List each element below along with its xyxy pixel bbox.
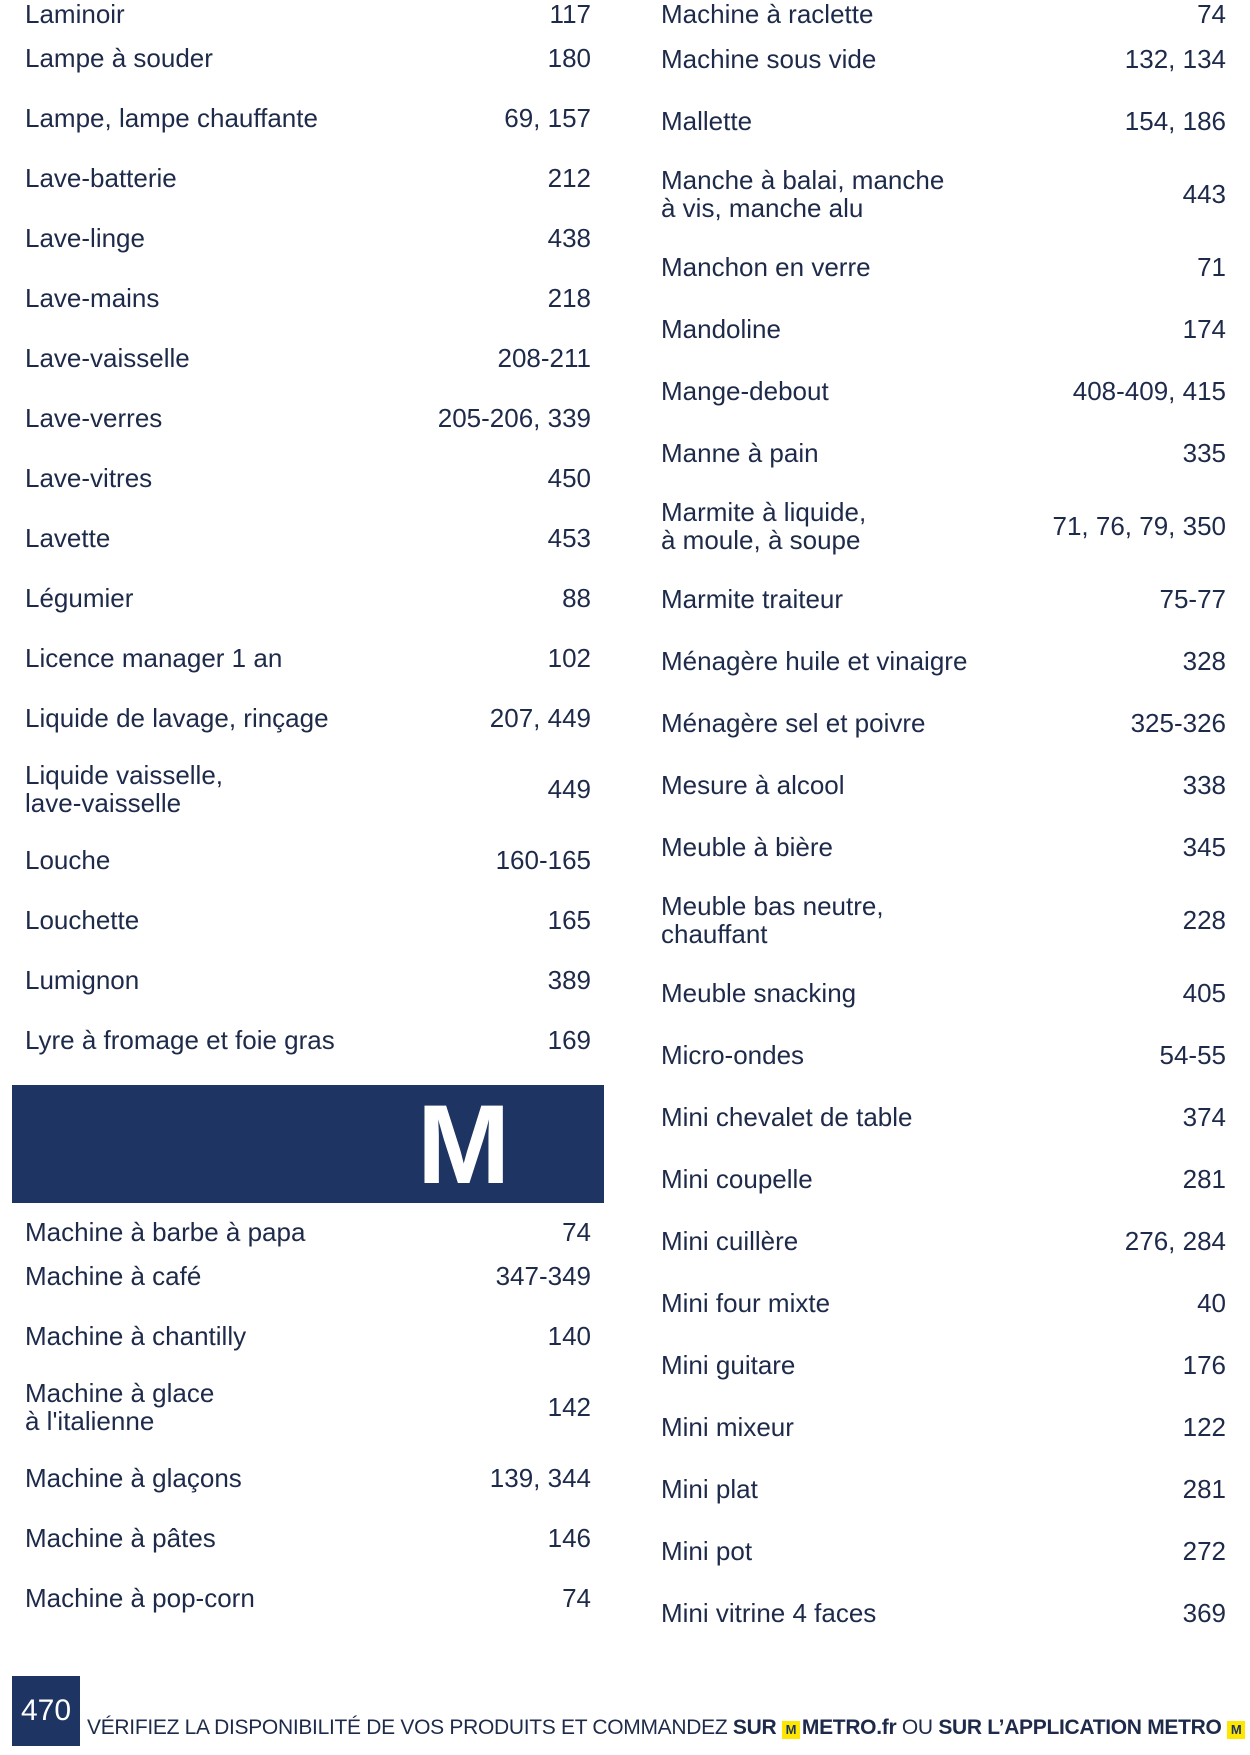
index-entry (648, 1396, 1228, 1458)
entry-name: Manche à balai, manche à vis, manche alu (661, 165, 945, 223)
entry-name: Lumignon (25, 965, 140, 995)
entry-name: Machine à barbe à papa (25, 1217, 306, 1247)
entry-page: 146 (547, 1523, 591, 1553)
entry-page: 132, 134 (1124, 44, 1226, 74)
entry-name: Mini vitrine 4 faces (661, 1598, 877, 1628)
index-entry (12, 568, 604, 628)
metro-app-logo-icon: M (1227, 1721, 1245, 1739)
entry-name: Lyre à fromage et foie gras (25, 1025, 335, 1055)
entry-name: Licence manager 1 an (25, 643, 283, 673)
entry-page: 208-211 (497, 343, 591, 373)
index-entry (12, 268, 604, 328)
index-entry (648, 360, 1228, 422)
entry-page: 272 (1182, 1536, 1226, 1566)
entry-page: 169 (547, 1025, 591, 1055)
entry-name: Laminoir (25, 0, 125, 29)
entry-page: 389 (547, 965, 591, 995)
entry-page: 405 (1182, 978, 1226, 1008)
entry-page: 140 (547, 1321, 591, 1351)
entry-page: 325-326 (1130, 708, 1226, 738)
entry-name: Mini plat (661, 1474, 758, 1504)
entry-name: Mini chevalet de table (661, 1102, 913, 1132)
index-entry (12, 1246, 604, 1306)
entry-page: 281 (1182, 1164, 1226, 1194)
index-entry (12, 830, 604, 890)
entry-page: 450 (547, 463, 591, 493)
index-entry (12, 748, 604, 830)
metro-logo-icon: M (782, 1721, 800, 1739)
index-entry (648, 1458, 1228, 1520)
entry-page: 139, 344 (489, 1463, 591, 1493)
entry-page: 338 (1182, 770, 1226, 800)
entry-page: 154, 186 (1124, 106, 1226, 136)
index-entry (12, 1366, 604, 1448)
entry-name: Lave-vitres (25, 463, 153, 493)
index-entry (12, 890, 604, 950)
entry-name: Machine à chantilly (25, 1321, 247, 1351)
entry-name: Lampe à souder (25, 43, 213, 73)
entry-page: 54-55 (1159, 1040, 1226, 1070)
index-entry (648, 1272, 1228, 1334)
index-entry (648, 1024, 1228, 1086)
entry-name: Mini coupelle (661, 1164, 813, 1194)
entry-page: 438 (547, 223, 591, 253)
entry-name: Meuble à bière (661, 832, 833, 862)
index-entry (648, 692, 1228, 754)
entry-page: 165 (547, 905, 591, 935)
entry-name: Machine à pop-corn (25, 1583, 255, 1613)
index-entry (12, 950, 604, 1010)
entry-name: Machine à raclette (661, 0, 874, 29)
index-entry (12, 328, 604, 388)
index-entry (648, 1520, 1228, 1582)
index-entry (12, 688, 604, 748)
entry-page: 71 (1197, 252, 1226, 282)
index-entry (648, 1086, 1228, 1148)
index-entry (12, 628, 604, 688)
entry-page: 207, 449 (489, 703, 591, 733)
entry-name: Machine à glace à l'italienne (25, 1378, 215, 1436)
entry-name: Liquide vaisselle, lave-vaisselle (25, 760, 224, 818)
index-entry (648, 962, 1228, 1024)
index-entry (648, 754, 1228, 816)
footer-ou: OU (896, 1716, 939, 1739)
entry-page: 212 (547, 163, 591, 193)
entry-name: Marmite à liquide, à moule, à soupe (661, 497, 867, 555)
entry-page: 281 (1182, 1474, 1226, 1504)
entry-name: Meuble snacking (661, 978, 857, 1008)
index-entry (648, 422, 1228, 484)
entry-name: Lavette (25, 523, 111, 553)
index-entry (648, 0, 1228, 28)
index-entry (12, 448, 604, 508)
entry-page: 218 (547, 283, 591, 313)
entry-name: Lave-vaisselle (25, 343, 190, 373)
entry-page: 180 (547, 43, 591, 73)
index-entry (12, 148, 604, 208)
entry-name: Machine sous vide (661, 44, 877, 74)
left-column (12, 0, 604, 1628)
index-entry (12, 0, 604, 28)
index-entry (648, 152, 1228, 236)
entry-page: 408-409, 415 (1072, 376, 1226, 406)
entry-name: Mini four mixte (661, 1288, 831, 1318)
entry-page: 74 (562, 1583, 591, 1613)
entry-name: Ménagère huile et vinaigre (661, 646, 968, 676)
entry-page: 88 (562, 583, 591, 613)
entry-page: 443 (1182, 179, 1226, 209)
entry-name: Marmite traiteur (661, 584, 844, 614)
index-entry (12, 1306, 604, 1366)
entry-page: 453 (547, 523, 591, 553)
index-entry (12, 208, 604, 268)
entry-page: 335 (1182, 438, 1226, 468)
entry-name: Mini guitare (661, 1350, 796, 1380)
section-header-m (12, 1082, 604, 1207)
entry-name: Mini cuillère (661, 1226, 799, 1256)
index-entry (648, 1582, 1228, 1644)
index-entry (12, 88, 604, 148)
index-entry (12, 1010, 604, 1070)
entry-page: 74 (1197, 0, 1226, 29)
index-entry (12, 388, 604, 448)
footer-sur: SUR (732, 1716, 782, 1739)
entry-name: Mange-debout (661, 376, 829, 406)
entry-name: Manchon en verre (661, 252, 871, 282)
index-entry (648, 28, 1228, 90)
entry-name: Mandoline (661, 314, 781, 344)
entry-name: Mesure à alcool (661, 770, 845, 800)
entry-name: Lave-linge (25, 223, 145, 253)
index-entry (648, 878, 1228, 962)
entry-page: 75-77 (1159, 584, 1226, 614)
entry-page: 174 (1182, 314, 1226, 344)
entry-name: Ménagère sel et poivre (661, 708, 926, 738)
page-footer (12, 1676, 1242, 1746)
entry-page: 71, 76, 79, 350 (1052, 511, 1226, 541)
index-entry (12, 1448, 604, 1508)
index-entry (648, 1334, 1228, 1396)
index-entry (12, 508, 604, 568)
page-number: 470 (12, 1676, 80, 1746)
entry-page: 117 (549, 0, 591, 29)
entry-name: Manne à pain (661, 438, 819, 468)
index-list-m-right (648, 0, 1228, 1644)
index-entry (648, 630, 1228, 692)
entry-name: Louchette (25, 905, 140, 935)
index-list-m-left (12, 1218, 604, 1628)
entry-name: Louche (25, 845, 111, 875)
entry-name: Lave-verres (25, 403, 163, 433)
index-list-l (12, 0, 604, 1070)
entry-page: 102 (547, 643, 591, 673)
index-entry (12, 1218, 604, 1246)
index-entry (12, 28, 604, 88)
index-entry (648, 568, 1228, 630)
entry-page: 122 (1182, 1412, 1226, 1442)
entry-page: 160-165 (495, 845, 591, 875)
entry-page: 205-206, 339 (437, 403, 591, 433)
index-entry (12, 1568, 604, 1628)
entry-page: 176 (1182, 1350, 1226, 1380)
entry-name: Machine à café (25, 1261, 202, 1291)
entry-page: 228 (1182, 905, 1226, 935)
index-entry (648, 484, 1228, 568)
right-column (648, 0, 1228, 1644)
entry-name: Machine à pâtes (25, 1523, 216, 1553)
index-entry (648, 298, 1228, 360)
entry-name: Lampe, lampe chauffante (25, 103, 318, 133)
section-letter: M (417, 1082, 511, 1207)
entry-name: Mini pot (661, 1536, 753, 1566)
entry-page: 374 (1182, 1102, 1226, 1132)
entry-page: 40 (1197, 1288, 1226, 1318)
entry-name: Légumier (25, 583, 134, 613)
entry-name: Mini mixeur (661, 1412, 794, 1442)
index-entry (648, 90, 1228, 152)
footer-site-link[interactable]: METRO.fr (801, 1716, 897, 1739)
entry-name: Mallette (661, 106, 753, 136)
index-entry (648, 1148, 1228, 1210)
entry-page: 142 (547, 1392, 591, 1422)
entry-page: 449 (547, 774, 591, 804)
index-entry (12, 1508, 604, 1568)
entry-page: 74 (562, 1217, 591, 1247)
footer-app-link[interactable]: SUR L’APPLICATION METRO (938, 1716, 1222, 1739)
footer-notice (87, 1716, 1247, 1740)
entry-page: 69, 157 (504, 103, 591, 133)
index-entry (648, 816, 1228, 878)
entry-name: Meuble bas neutre, chauffant (661, 891, 884, 949)
entry-page: 276, 284 (1124, 1226, 1226, 1256)
entry-name: Lave-batterie (25, 163, 177, 193)
index-entry (648, 1210, 1228, 1272)
entry-page: 347-349 (495, 1261, 591, 1291)
entry-name: Machine à glaçons (25, 1463, 242, 1493)
index-entry (648, 236, 1228, 298)
entry-name: Micro-ondes (661, 1040, 805, 1070)
entry-name: Liquide de lavage, rinçage (25, 703, 329, 733)
entry-page: 369 (1182, 1598, 1226, 1628)
entry-page: 345 (1182, 832, 1226, 862)
entry-page: 328 (1182, 646, 1226, 676)
footer-text-intro: VÉRIFIEZ LA DISPONIBILITÉ DE VOS PRODUITS ET COMMANDEZ (87, 1716, 733, 1739)
entry-name: Lave-mains (25, 283, 160, 313)
